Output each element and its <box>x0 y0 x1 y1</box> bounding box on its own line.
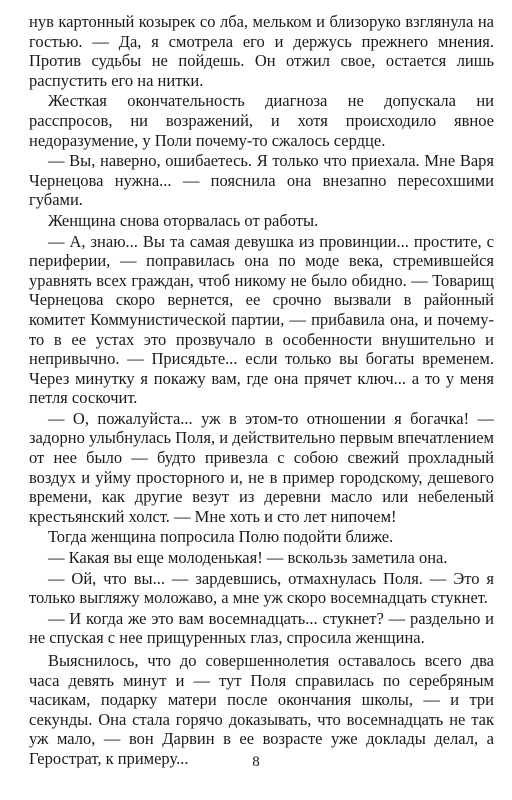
paragraph: Выяснилось, что до совершеннолетия оставалось всего два часа девять минут и — тут Поля справилась по серебряным часикам, подарку матери после окончания школы, — и три секунды. Она стала горячо доказывать, что восемнадцать не так уж мало, — вон Дарвин в ее возрасте уже доклады делал, а Герострат, к примеру... <box>29 651 494 768</box>
paragraph: — Ой, что вы... — зардевшись, отмахнулась Поля. — Это я только выгляжу моложаво, а мне уж скоро восемнадцать стукнет. <box>29 568 494 608</box>
paragraph: Жесткая окончательность диагноза не допускала ни расспросов, ни возражений, и хотя происходило явное недоразумение, у Поли почему-то сжалось сердце. <box>29 91 494 150</box>
paragraph-continuation: нув картонный козырек со лба, мельком и близоруко взглянула на гостью. — Да, я смотрела его и держусь прежнего мнения. Против судьбы не пойдешь. Он отжил свое, остается лишь распустить его на нитки. <box>29 12 494 90</box>
paragraph: — Какая вы еще молоденькая! — вскользь заметила она. <box>47 548 448 568</box>
paragraph: — Вы, наверно, ошибаетесь. Я только что приехала. Мне Варя Чернецова нужна... — пояснила она внезапно пересохшими губами. <box>29 151 494 210</box>
page-number: 8 <box>252 754 260 770</box>
paragraph: Тогда женщина попросила Полю подойти ближе. <box>47 527 394 547</box>
paragraph: Женщина снова оторвалась от работы. <box>47 210 319 230</box>
paragraph: — А, знаю... Вы та самая девушка из провинции... простите, с периферии, — поправилась она по моде века, стремившейся уравнять всех граждан, чтоб никому не было обидно. — Товарищ Чернецова скоро вернется, ее срочно вызвали в районный комитет Коммунистической партии, — прибавила она, и почему-то в ее устах это прозвучало в особенности внушительно и непривычно. — Присядьте... если только вы богаты временем. Через минутку я покажу вам, где она прячет ключ... а то у меня петля соскочит. <box>29 231 494 408</box>
paragraph: — О, пожалуйста... уж в этом-то отношении я богачка! — задорно улыбнулась Поля, и действительно первым впечатлением от нее было — будто привезла с собою свежий прохладный воздух и уйму просторного и, не в пример городскому, дешевого времени, как другие везут из деревни масло или небеленый крестьянский холст. — Мне хоть и сто лет нипочем! <box>29 408 494 526</box>
paragraph: — И когда же это вам восемнадцать... стукнет? — раздельно и не спуская с нее прищуренных глаз, спросила женщина. <box>29 608 494 648</box>
body-text <box>29 12 494 770</box>
